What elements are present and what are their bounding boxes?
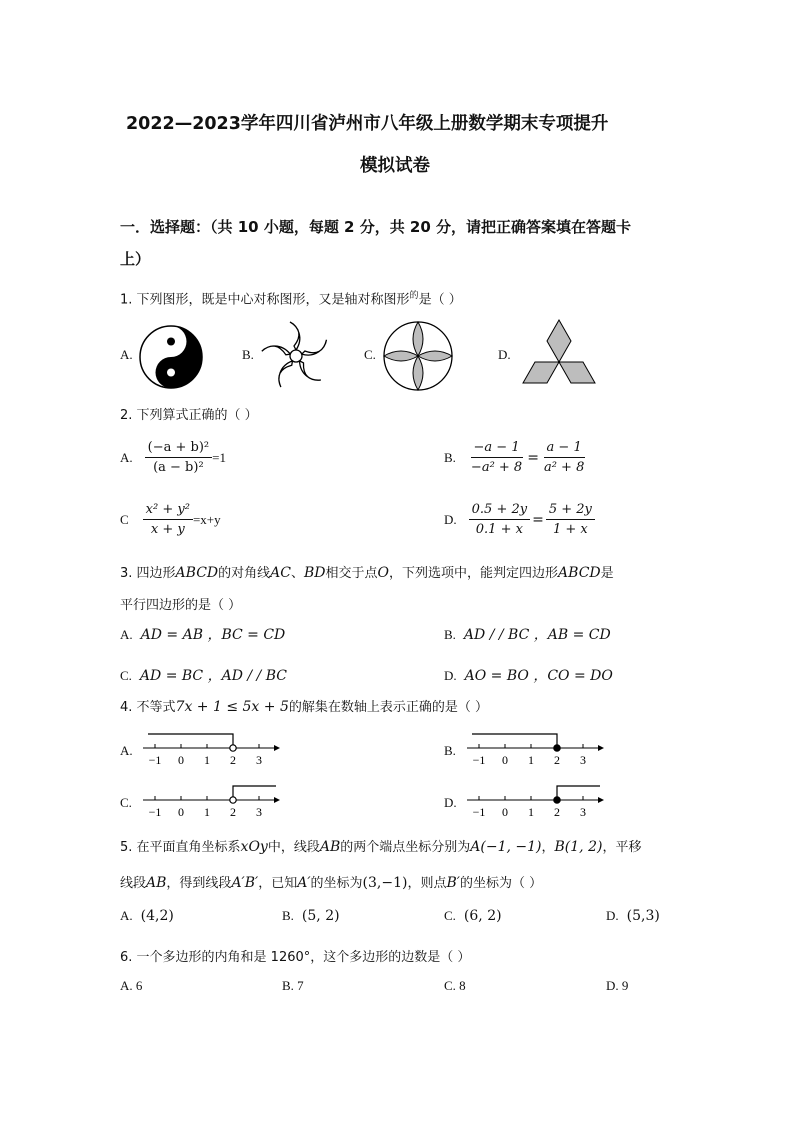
q6-option-c: C. 8	[444, 978, 466, 993]
tick-label: 3	[580, 805, 586, 819]
q3-option-d: D. AO = BO ，CO = DO	[444, 668, 613, 684]
q5-option-b: B. (5, 2)	[282, 908, 340, 924]
q6-option-a: A. 6	[120, 978, 143, 993]
q2-option-d: D. $\frac{0.5 + 2y}{0.1 + x}$ = $\frac{5 + 2y}{1 + x}$	[444, 502, 595, 537]
q3-option-c: C. AD = BC ，AD / / BC	[120, 668, 287, 684]
page-title-line2: 模拟试卷	[360, 156, 430, 176]
q5-option-d: D. (5,3)	[606, 908, 660, 924]
tick-label: 2	[554, 753, 560, 767]
tick-label: −1	[148, 805, 162, 819]
q2-option-c: C $\frac{\text{x² + y²}}{x + y}$ =x+y	[120, 502, 221, 537]
tick-label: 1	[204, 753, 210, 767]
number-line-c	[140, 780, 285, 822]
axis-arrow-icon	[274, 745, 280, 751]
closed-endpoint	[554, 745, 560, 751]
q4-option-a-label: A.	[120, 743, 133, 758]
tick-label: −1	[472, 805, 486, 819]
q1-option-c-label: C.	[364, 347, 376, 362]
q1-option-d-label: D.	[498, 347, 511, 362]
q1-option-a-label: A.	[120, 347, 133, 362]
q5-option-c: C. (6, 2)	[444, 908, 502, 924]
tick-label: 0	[502, 753, 508, 767]
circle-leaves-figure	[382, 320, 454, 392]
number-line-d	[464, 780, 609, 822]
tick-label: 2	[230, 753, 236, 767]
q3-option-a: A. AD = AB ，BC = CD	[120, 627, 286, 643]
solution-ray	[557, 786, 600, 800]
open-endpoint	[230, 797, 236, 803]
tick-label: 0	[502, 805, 508, 819]
tick-label: 3	[256, 805, 262, 819]
tick-label: 2	[554, 805, 560, 819]
question-3-stem-line2: 平行四边形的是（ ）	[120, 598, 242, 613]
q1-option-b-label: B.	[242, 347, 254, 362]
page-title: 2022—2023学年四川省泸州市八年级上册数学期末专项提升	[126, 114, 609, 134]
tick-label: 2	[230, 805, 236, 819]
q4-option-c-label: C.	[120, 795, 132, 810]
question-5-stem: 5. 在平面直角坐标系xOy中，线段AB的两个端点坐标分别为A(−1, −1)，B(1, 2)，平移	[120, 839, 642, 855]
axis-arrow-icon	[598, 745, 604, 751]
open-endpoint	[230, 745, 236, 751]
q4-option-d-label: D.	[444, 795, 457, 810]
q2-option-b: B. $\frac{-a - 1}{\text{−a² + 8}}$ = $\frac{a - 1}{\text{a² + 8}}$	[444, 440, 585, 475]
question-5-stem-line2: 线段AB，得到线段A′B′，已知A′的坐标为(3,−1)，则点B′的坐标为（ ）	[120, 875, 543, 891]
tick-label: −1	[472, 753, 486, 767]
q2-option-a: A. $\frac{\text{(−a + b)²}}{\text{(a − b)²}}$ =1	[120, 440, 226, 475]
tick-label: 0	[178, 805, 184, 819]
tick-label: 1	[204, 805, 210, 819]
solution-ray	[233, 786, 276, 800]
tick-label: 3	[580, 753, 586, 767]
tick-label: 1	[528, 805, 534, 819]
question-1-stem: 1. 下列图形，既是中心对称图形，又是轴对称图形$^的$是（ ）	[120, 291, 462, 308]
tick-label: 3	[256, 753, 262, 767]
q5-option-a: A. (4,2)	[120, 908, 174, 924]
number-line-a	[140, 728, 285, 770]
three-rhombus-figure	[518, 318, 600, 394]
q4-option-b-label: B.	[444, 743, 456, 758]
yin-yang-figure	[138, 324, 204, 390]
pinwheel-figure	[258, 318, 334, 394]
tick-label: 1	[528, 753, 534, 767]
question-4-stem: 4. 不等式7x + 1 ≤ 5x + 5的解集在数轴上表示正确的是（ ）	[120, 699, 488, 715]
tick-label: 0	[178, 753, 184, 767]
q6-option-d: D. 9	[606, 978, 629, 993]
question-3-stem: 3. 四边形ABCD的对角线AC、BD相交于点O，下列选项中，能判定四边形ABCD是	[120, 565, 614, 581]
axis-arrow-icon	[598, 797, 604, 803]
question-6-stem: 6. 一个多边形的内角和是 1260°，这个多边形的边数是（ ）	[120, 950, 471, 965]
solution-ray	[148, 734, 233, 748]
q3-option-b: B. AD / / BC ，AB = CD	[444, 627, 611, 643]
question-2-stem: 2. 下列算式正确的（ ）	[120, 408, 258, 423]
section-heading: 一．选择题：（共 10 小题，每题 2 分，共 20 分，请把正确答案填在答题卡	[120, 218, 632, 236]
section-heading-line2: 上）	[120, 250, 151, 268]
axis-arrow-icon	[274, 797, 280, 803]
q6-option-b: B. 7	[282, 978, 304, 993]
closed-endpoint	[554, 797, 560, 803]
solution-ray	[472, 734, 557, 748]
tick-label: −1	[148, 753, 162, 767]
number-line-b	[464, 728, 609, 770]
